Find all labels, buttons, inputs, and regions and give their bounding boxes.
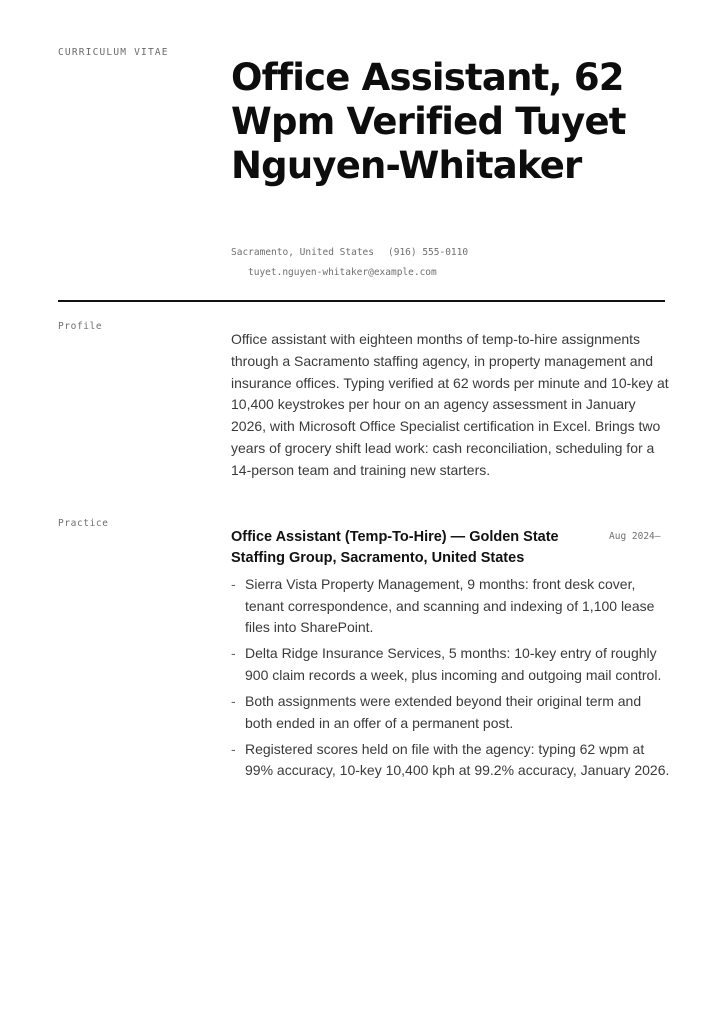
list-item [231,643,671,686]
list-item [231,691,671,734]
profile-summary: Office assistant with eighteen months of temp-to-hire assignments through a Sacramento staffing agency, in property management and insurance offices. Typing verified at 62 words per minute and 10-key at 10,400 keystrokes per hour on an agency assessment in January 2026, with Microsoft Office Specialist certification in Excel. Brings two years of grocery shift lead work: cash reconciliation, scheduling for a 14-person team and training new starters. [231,331,669,478]
email-link[interactable]: tuyet.nguyen-whitaker@example.com [248,267,437,278]
list-item [231,574,671,639]
bullet-text: Registered scores held on file with the agency: typing 62 wpm at 99% accuracy, 10-key 10,400 kph at 99.2% accuracy, January 2026. [245,740,670,779]
bullet-text: Delta Ridge Insurance Services, 5 months: 10-key entry of roughly 900 claim records a week, plus incoming and outgoing mail control. [245,645,662,683]
document-kicker: CURRICULUM VITAE [58,47,169,58]
section-label-profile: Profile [58,321,103,332]
job-bullets [231,574,671,786]
contact-line-1 [231,243,671,263]
bullet-marker: - [231,576,236,592]
bullet-marker: - [231,740,236,757]
header-divider [58,300,665,302]
section-label-practice: Practice [58,518,109,529]
resume-title: Office Assistant, 62 Wpm Verified Tuyet Nguyen-Whitaker [231,56,626,187]
contact-block [231,243,671,283]
job-title: Office Assistant (Temp-To-Hire) — Golden State Staffing Group, Sacramento, United States [231,529,559,566]
bullet-text: Sierra Vista Property Management, 9 months: front desk cover, tenant correspondence, and scanning and indexing of 1,100 lease files into SharePoint. [245,576,655,636]
contact-line-2 [231,263,671,283]
bullet-marker: - [231,692,236,709]
job-date: Aug 2024– [609,531,661,542]
phone-text: (916) 555-0110 [388,247,469,258]
bullet-text: Both assignments were extended beyond their original term and both ended in an offer of a permanent post. [245,692,642,731]
list-item [231,739,671,782]
location-text: Sacramento, United States [231,247,374,258]
bullet-marker: - [231,645,236,662]
